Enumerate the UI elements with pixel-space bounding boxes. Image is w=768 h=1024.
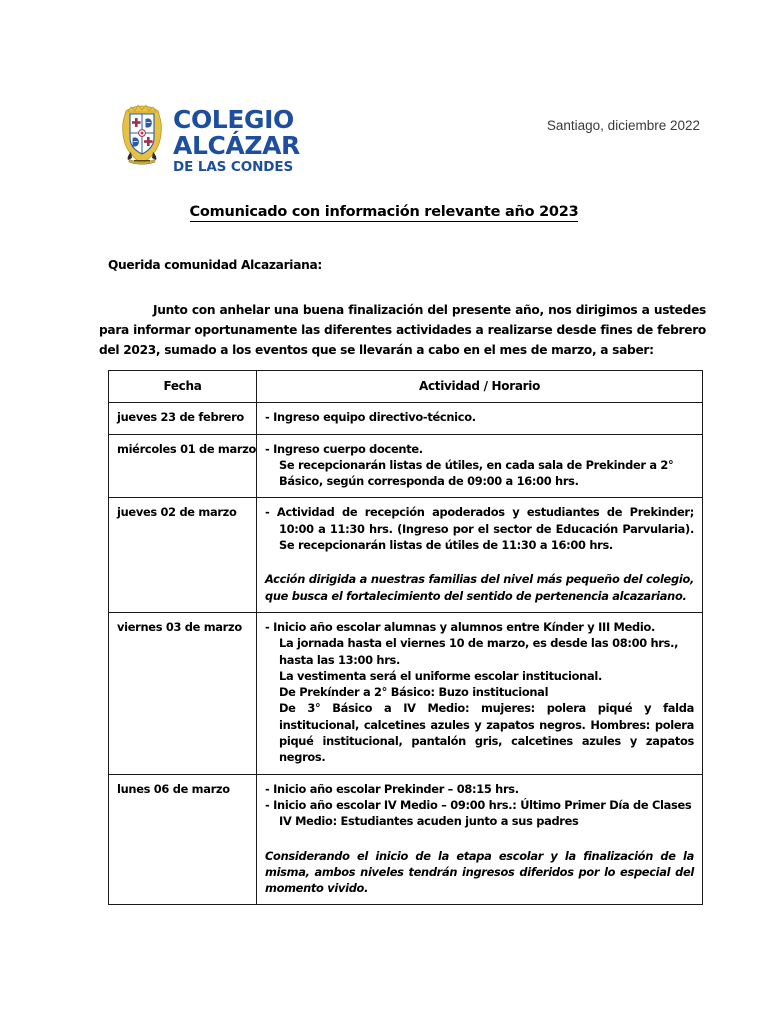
activity-line: - Ingreso equipo directivo-técnico. (265, 410, 476, 425)
activity-line: La jornada hasta el viernes 10 de marzo, es desde las 08:00 hrs., hasta las 13:00 hrs. (279, 636, 679, 667)
logo-line-colegio: COLEGIO (173, 105, 294, 134)
cell-date: viernes 03 de marzo (109, 612, 257, 774)
column-header-fecha: Fecha (109, 371, 257, 403)
schedule-table (108, 370, 703, 905)
cell-date: lunes 06 de marzo (109, 774, 257, 905)
cell-activity (257, 434, 703, 498)
activity-lines (265, 441, 694, 490)
cell-date: miércoles 01 de marzo (109, 434, 257, 498)
intro-paragraph: Junto con anhelar una buena finalización del presente año, nos dirigimos a ustedes para informar oportunamente las diferentes actividades a realizarse desde fines de febrero del 2023, sumado a los eventos que se llevarán a cabo en el mes de marzo, a saber: (99, 303, 706, 357)
table-row (109, 498, 703, 612)
document-header (0, 100, 768, 180)
activity-note: Acción dirigida a nuestras familias del nivel más pequeño del colegio, que busca el fortalecimiento del sentido de pertenencia alcazariano. (265, 572, 694, 603)
page-title-text: Comunicado con información relevante año 2023 (189, 204, 579, 220)
page-title (0, 204, 768, 220)
activity-line: - Inicio año escolar Prekinder – 08:15 hrs. (265, 781, 519, 796)
table-row (109, 434, 703, 498)
activity-line: De 3° Básico a IV Medio: mujeres: polera piqué y falda institucional, calcetines azules y zapatos negros. Hombres: polera piqué institucional, pantalón gris, calcetines azules y zapatos negros. (279, 701, 694, 765)
schedule-table-body (109, 403, 703, 905)
activity-lines (265, 619, 694, 766)
greeting-line: Querida comunidad Alcazariana: (108, 258, 322, 272)
cell-activity (257, 498, 703, 612)
schedule-table-wrapper (108, 370, 702, 905)
activity-lines (265, 504, 694, 603)
cell-activity (257, 774, 703, 905)
dateline: Santiago, diciembre 2022 (546, 118, 700, 133)
activity-note: Considerando el inicio de la etapa escolar y la finalización de la misma, ambos niveles tendrán ingresos diferidos por lo especial del momento vivido. (265, 848, 694, 896)
activity-lines (265, 409, 694, 425)
activity-line: - Actividad de recepción apoderados y estudiantes de Prekinder; 10:00 a 11:30 hrs. (Ingreso por el sector de Educación Parvularia). Se recepcionarán listas de útiles de 11:30 a 16:00 hrs. (265, 505, 694, 553)
activity-lines (265, 781, 694, 897)
cell-date: jueves 23 de febrero (109, 403, 257, 434)
logo-line-alcazar: ALCÁZAR (173, 131, 300, 160)
cell-activity (257, 403, 703, 434)
cell-date: jueves 02 de marzo (109, 498, 257, 612)
activity-line: - Inicio año escolar IV Medio – 09:00 hrs.: Último Primer Día de Clases IV Medio: Estudiantes acuden junto a sus padres (265, 797, 692, 829)
table-row (109, 403, 703, 434)
activity-line: La vestimenta será el uniforme escolar institucional. (279, 668, 603, 683)
activity-line: Se recepcionarán listas de útiles, en cada sala de Prekinder a 2° Básico, según corresponda de 09:00 a 16:00 hrs. (279, 457, 674, 489)
school-logo (118, 104, 300, 175)
cell-activity (257, 612, 703, 774)
activity-line: - Inicio año escolar alumnas y alumnos entre Kínder y III Medio. (265, 619, 656, 634)
school-crest-icon (118, 104, 166, 166)
logo-line-de-las-condes: DE LAS CONDES (173, 159, 294, 175)
table-header-row (109, 371, 703, 403)
table-row (109, 612, 703, 774)
column-header-actividad: Actividad / Horario (257, 371, 703, 403)
table-row (109, 774, 703, 905)
school-name (173, 104, 300, 175)
activity-line: De Prekínder a 2° Básico: Buzo institucional (279, 685, 549, 700)
activity-line: - Ingreso cuerpo docente. (265, 441, 423, 456)
